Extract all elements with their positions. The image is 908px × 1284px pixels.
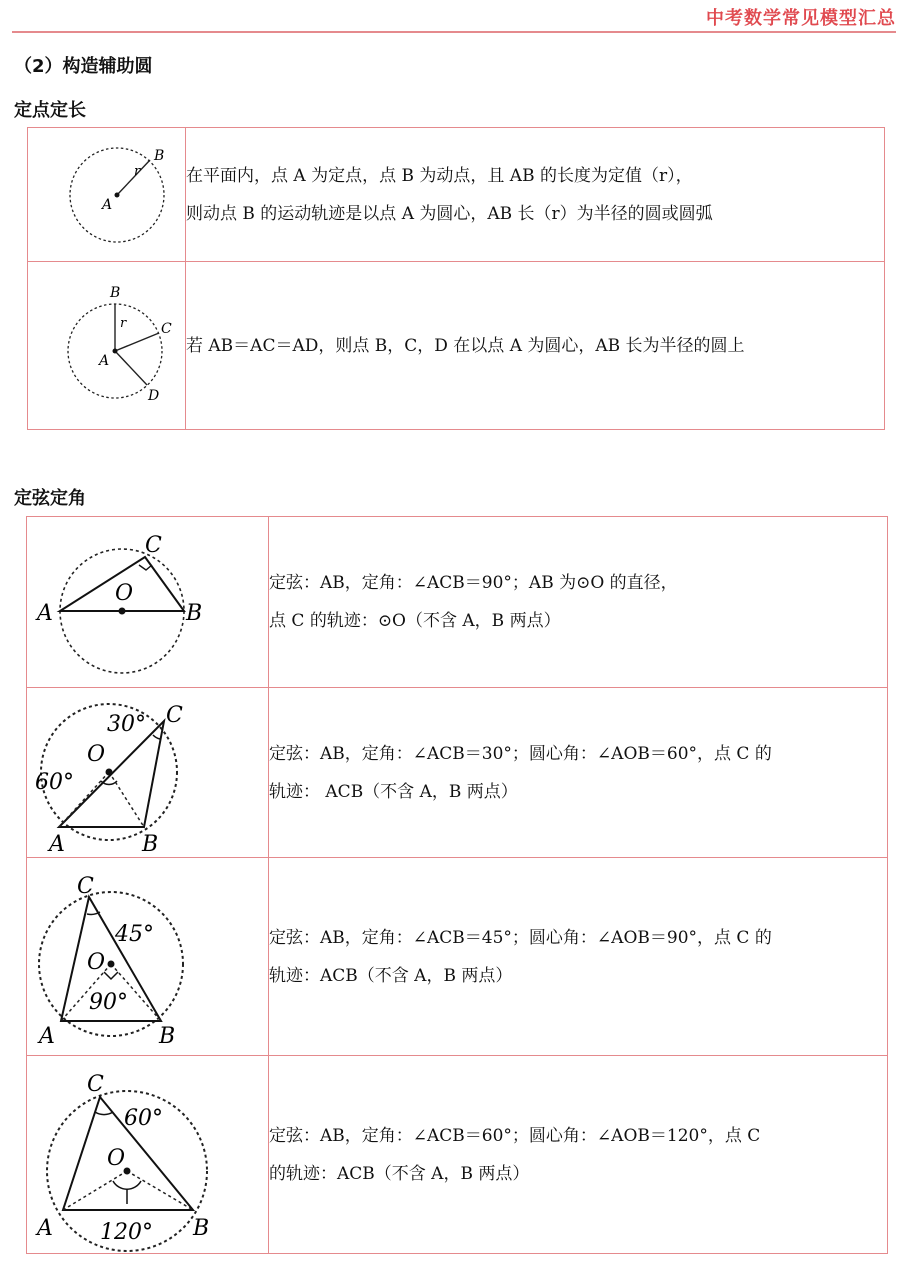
description-cell — [186, 262, 885, 430]
description-line: 的轨迹：ACB（不含 A，B 两点） — [269, 1163, 530, 1184]
table-row — [28, 128, 885, 262]
right-angle-figure — [27, 518, 268, 687]
fixed-point-heading: 定点定长 — [14, 100, 86, 121]
label-C: C — [77, 873, 94, 899]
figure-cell — [27, 858, 269, 1056]
header-divider — [12, 31, 896, 33]
description-line: 轨迹：ACB（不含 A，B 两点） — [269, 965, 513, 986]
label-O: O — [87, 741, 106, 767]
label-D: D — [148, 387, 160, 404]
label-C: C — [87, 1071, 104, 1097]
label-angle-30: 30° — [107, 711, 146, 737]
label-A: A — [39, 1023, 55, 1049]
label-angle-60: 60° — [35, 769, 74, 795]
description-line: 若 AB＝AC＝AD，则点 B，C，D 在以点 A 为圆心，AB 长为半径的圆上 — [186, 335, 745, 356]
description-line: 定弦：AB，定角：∠ACB＝30°；圆心角：∠AOB＝60°，点 C 的 — [269, 743, 772, 764]
label-A: A — [37, 600, 53, 626]
label-r: r — [134, 163, 141, 179]
angle-30-figure — [27, 689, 268, 857]
fixed-chord-heading: 定弦定角 — [14, 488, 86, 509]
section-title: （2）构造辅助圆 — [14, 56, 153, 77]
table-row — [27, 517, 888, 688]
angle-60-figure — [27, 1057, 268, 1253]
header-title: 中考数学常见模型汇总 — [706, 8, 896, 29]
description-line: 在平面内，点 A 为定点，点 B 为动点，且 AB 的长度为定值（r）， — [186, 165, 693, 186]
label-C: C — [161, 320, 172, 337]
label-A: A — [37, 1215, 53, 1241]
description-line: 轨迹： ACB（不含 A，B 两点） — [269, 781, 518, 802]
label-A: A — [99, 352, 110, 369]
angle-45-figure — [27, 859, 268, 1055]
table-row — [28, 262, 885, 430]
label-A: A — [49, 831, 65, 857]
label-r: r — [120, 315, 127, 331]
description-line: 定弦：AB，定角：∠ACB＝45°；圆心角：∠AOB＝90°，点 C 的 — [269, 927, 772, 948]
table-row — [27, 1056, 888, 1254]
figure-cell — [28, 262, 186, 430]
label-C: C — [145, 532, 162, 558]
description-cell — [269, 517, 888, 688]
figure-cell — [27, 1056, 269, 1254]
label-C: C — [166, 702, 183, 728]
fixed-chord-table — [26, 516, 888, 1254]
label-A: A — [102, 196, 113, 213]
description-line: 定弦：AB，定角：∠ACB＝60°；圆心角：∠AOB＝120°，点 C — [269, 1125, 761, 1146]
description-line: 则动点 B 的运动轨迹是以点 A 为圆心，AB 长（r）为半径的圆或圆弧 — [186, 203, 713, 224]
table-row — [27, 688, 888, 858]
circle-radius-figure — [28, 129, 185, 261]
label-B: B — [193, 1215, 210, 1241]
figure-cell — [28, 128, 186, 262]
label-B: B — [159, 1023, 176, 1049]
label-B: B — [186, 600, 203, 626]
label-O: O — [115, 580, 134, 606]
label-B: B — [110, 284, 121, 301]
figure-cell — [27, 688, 269, 858]
figure-cell — [27, 517, 269, 688]
table-row — [27, 858, 888, 1056]
circle-three-radii-figure — [28, 263, 185, 429]
label-angle-60: 60° — [124, 1105, 163, 1131]
description-line: 定弦：AB，定角：∠ACB＝90°；AB 为⊙O 的直径， — [269, 573, 678, 593]
fixed-point-table — [27, 127, 885, 430]
label-O: O — [107, 1145, 126, 1171]
description-line: 点 C 的轨迹：⊙O（不含 A，B 两点） — [269, 611, 561, 631]
label-B: B — [154, 147, 165, 164]
label-B: B — [142, 831, 159, 857]
description-cell — [186, 128, 885, 262]
label-angle-45: 45° — [115, 921, 154, 947]
description-cell — [269, 858, 888, 1056]
description-cell — [269, 1056, 888, 1254]
label-angle-120: 120° — [100, 1219, 153, 1245]
label-O: O — [87, 949, 106, 975]
page-header — [0, 0, 908, 36]
description-cell — [269, 688, 888, 858]
label-angle-90: 90° — [89, 989, 128, 1015]
